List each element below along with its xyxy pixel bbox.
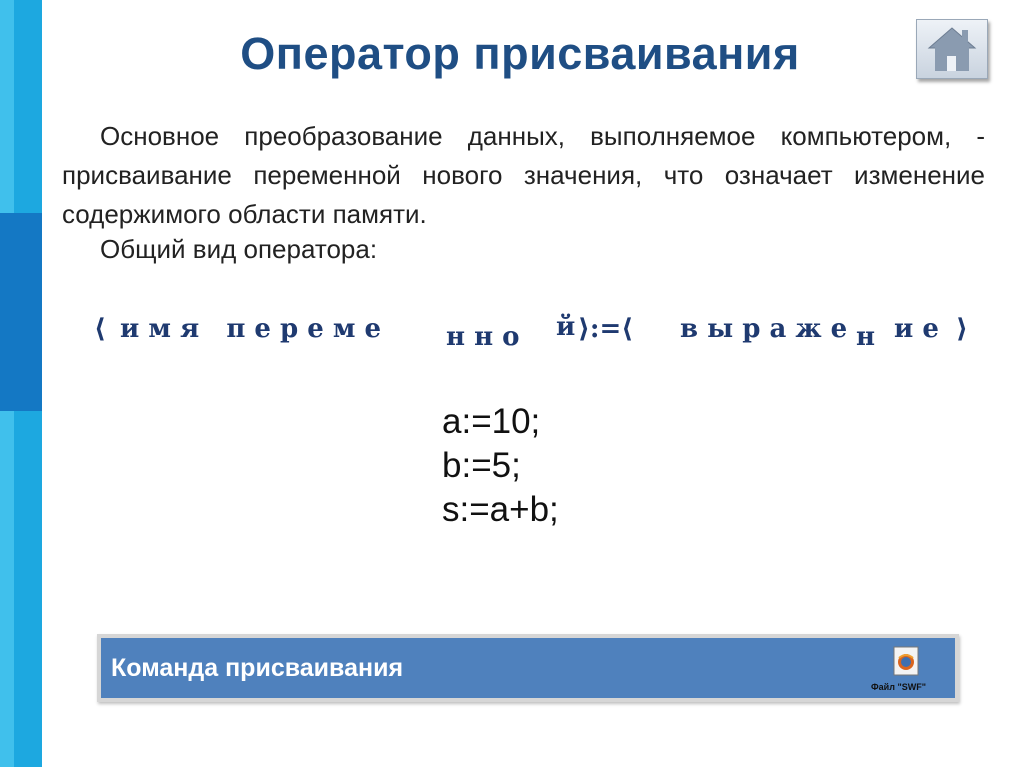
swf-file-icon[interactable] (893, 646, 919, 676)
home-icon (917, 20, 987, 78)
general-form-heading: Общий вид оператора: (100, 234, 378, 264)
swf-file-label: Файл "SWF" (871, 682, 926, 692)
code-line: a:=10; (442, 402, 541, 441)
syntax-variable-name: и м я п е р е м е (120, 314, 382, 344)
syntax-variable-name-cont: н н о (446, 322, 520, 352)
syntax-expression-cont: н (856, 322, 876, 352)
left-stripe-dark-band (0, 213, 42, 411)
intro-paragraph: Основное преобразование данных, выполняемое компьютером, - присваивание переменной нового значения, что означает изменение содержимого области памяти. (62, 121, 985, 229)
command-bar-inner (101, 638, 955, 698)
code-example (442, 400, 559, 532)
assignment-syntax (94, 306, 984, 366)
syntax-expression: в ы р а ж е (680, 314, 848, 344)
home-button[interactable] (916, 19, 988, 79)
syntax-assign-operator: ⟩:=⟨ (578, 314, 634, 344)
syntax-open-bracket: ⟨ (94, 314, 106, 344)
syntax-expression-end: и е (894, 314, 939, 344)
code-line: s:=a+b; (442, 490, 559, 529)
slide-title: Оператор присваивания (240, 28, 800, 79)
code-line: b:=5; (442, 446, 521, 485)
syntax-close-bracket: ⟩ (956, 314, 968, 344)
syntax-variable-name-end: й (556, 312, 576, 342)
command-bar[interactable] (97, 634, 959, 702)
command-bar-label: Команда присваивания (111, 654, 404, 682)
